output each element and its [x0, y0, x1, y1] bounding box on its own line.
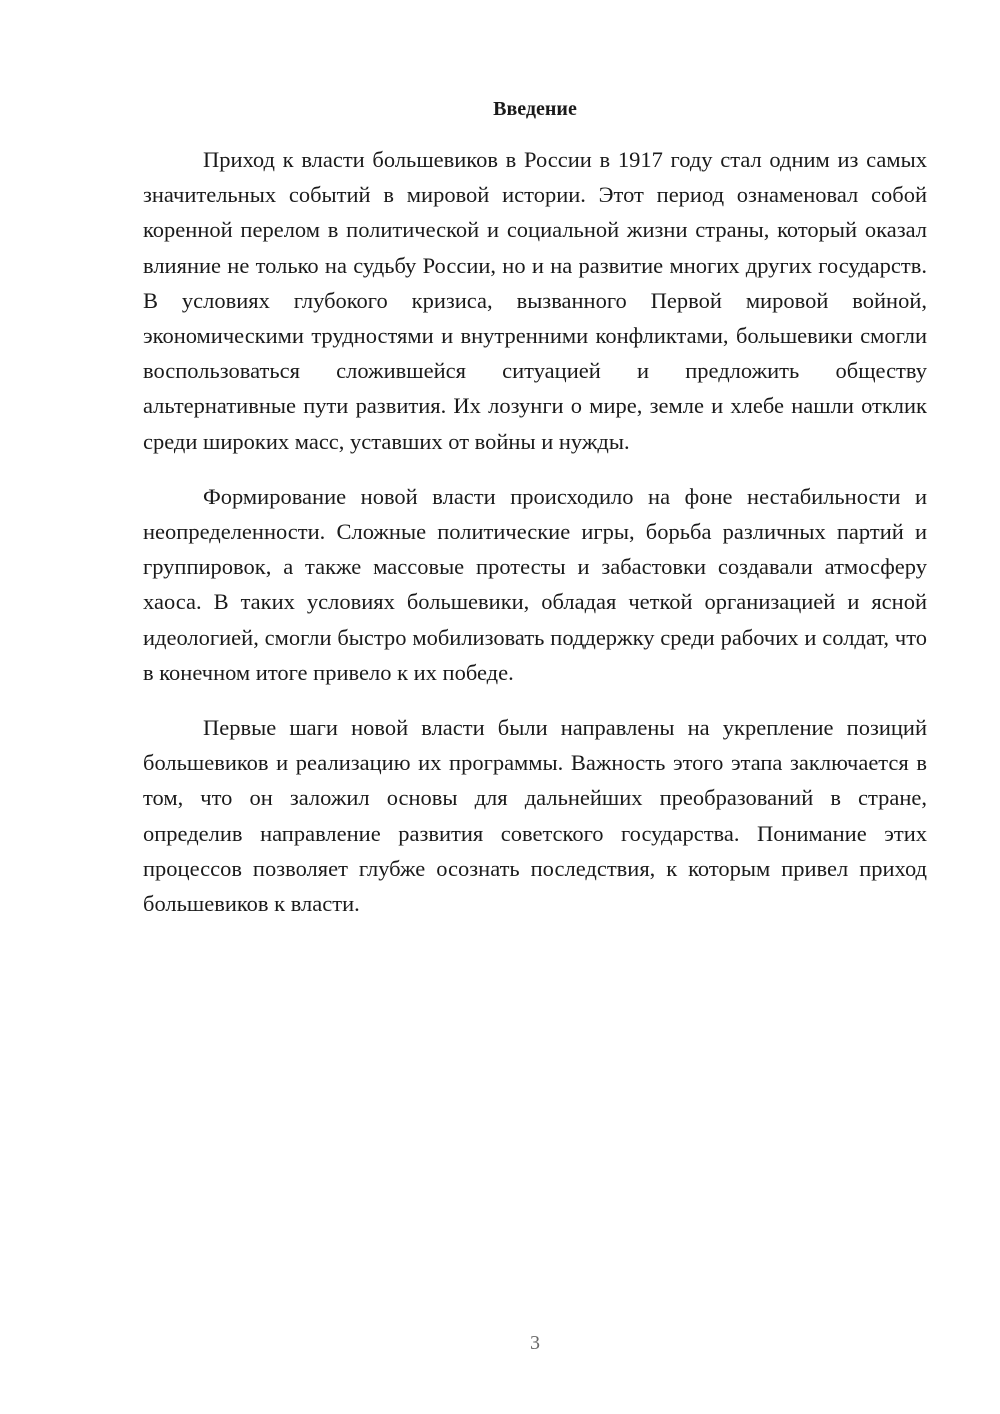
paragraph-2: Формирование новой власти происходило на фоне нестабильности и неопределенности. Сложные политические игры, борьба различных партий и группировок, а также массовые протесты и забастовки создавали атмосферу хаоса. В таких условиях большевики, обладая четкой организацией и ясной идеологией, смогли быстро мобилизовать поддержку среди рабочих и солдат, что в конечном итоге привело к их победе.: [143, 483, 927, 685]
paragraph-3: Первые шаги новой власти были направлены на укрепление позиций большевиков и реализацию их программы. Важность этого этапа заключается в том, что он заложил основы для дальнейших преобразований в стране, определив направление развития советского государства. Понимание этих процессов позволяет глубже осознать последствия, к которым привел приход большевиков к власти.: [143, 715, 927, 917]
paragraph-1: Приход к власти большевиков в России в 1917 году стал одним из самых значительных событий в мировой истории. Этот период ознаменовал собой коренной перелом в политической и социальной жизни страны, который оказал влияние не только на судьбу России, но и на развитие многих других государств. В условиях глубокого кризиса, вызванного Первой мировой войной, экономическими трудностями и внутренними конфликтами, большевики смогли воспользоваться сложившейся ситуацией и предложить обществу альтернативные пути развития. Их лозунги о мире, земле и хлебе нашли отклик среди широких масс, уставших от войны и нужды.: [143, 147, 927, 454]
document-body: [143, 142, 927, 921]
section-title: Введение: [493, 98, 577, 120]
page-number: 3: [530, 1332, 540, 1354]
